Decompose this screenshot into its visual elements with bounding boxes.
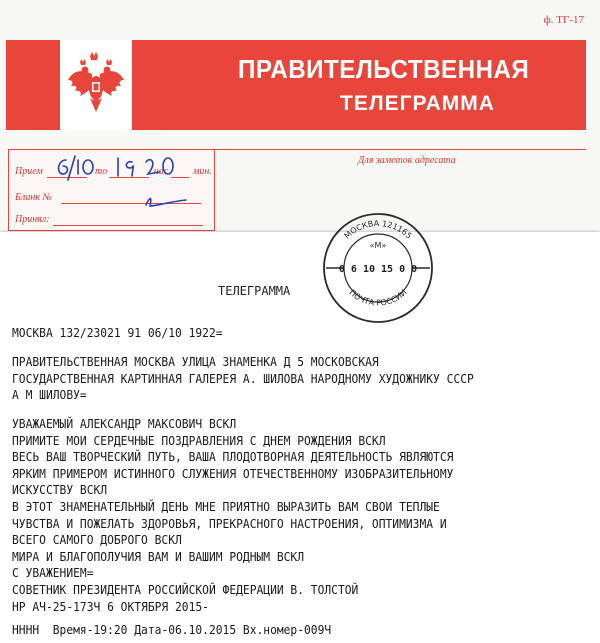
handwritten-marks — [0, 0, 260, 240]
body-line: В ЭТОТ ЗНАМЕНАТЕЛЬНЫЙ ДЕНЬ МНЕ ПРИЯТНО ВЫРАЗИТЬ ВАМ СВОИ ТЕПЛЫЕ — [12, 500, 440, 514]
to-label: то — [95, 166, 108, 177]
form-code: ф. ТГ-17 — [543, 14, 584, 26]
received-label: Прием — [15, 166, 43, 177]
title-telegram: ТЕЛЕГРАММА — [340, 92, 495, 115]
address-line: А М ШИЛОВУ= — [12, 388, 87, 403]
body-line: ЧУВСТВА И ПОЖЕЛАТЬ ЗДОРОВЬЯ, ПРЕКРАСНОГО НАСТРОЕНИЯ, ОПТИМИЗМА И — [12, 516, 447, 531]
notes-label: Для заметок адресата — [358, 155, 456, 166]
origin-line: МОСКВА 132/23021 91 06/10 1922= — [12, 326, 223, 340]
hours-label: час — [154, 166, 169, 177]
accepted-label: Принял: — [15, 214, 50, 225]
title-government: ПРАВИТЕЛЬСТВЕННАЯ — [238, 54, 530, 84]
notes-divider — [213, 149, 586, 150]
body-line: ЯРКИМ ПРИМЕРОМ ИСТИННОГО СЛУЖЕНИЯ ОТЕЧЕСТВЕННОМУ ИЗОБРАЗИТЕЛЬНОМУ — [12, 466, 454, 481]
stamp-badge: «М» — [369, 241, 387, 250]
body-line: ПРИМИТЕ МОИ СЕРДЕЧНЫЕ ПОЗДРАВЛЕНИЯ С ДНЕМ РОЖДЕНИЯ ВСКЛ — [12, 433, 386, 448]
address-line: ПРАВИТЕЛЬСТВЕННАЯ МОСКВА УЛИЦА ЗНАМЕНКА Д 5 МОСКОВСКАЯ — [12, 355, 379, 369]
sheet-heading: ТЕЛЕГРАММА — [218, 284, 291, 298]
minutes-label: мин. — [193, 166, 212, 177]
footer-line: НННН Время-19:20 Дата-06.10.2015 Вх.номер-009Ч — [12, 623, 332, 637]
stamp-bottom-text: ПОЧТА РОССИИ — [347, 287, 409, 308]
body-line: СОВЕТНИК ПРЕЗИДЕНТА РОССИЙСКОЙ ФЕДЕРАЦИИ В. ТОЛСТОЙ — [12, 583, 359, 597]
body-line: МИРА И БЛАГОПОЛУЧИЯ ВАМ И ВАШИМ РОДНЫМ ВСКЛ — [12, 549, 305, 564]
body-line: С УВАЖЕНИЕМ= — [12, 566, 94, 581]
blank-label: Бланк № — [15, 192, 52, 203]
stamp-top-text: МОСКВА 121165 — [342, 218, 414, 241]
postmark-stamp — [318, 208, 438, 328]
body-line: НР АЧ-25-173Ч 6 ОКТЯБРЯ 2015- — [12, 599, 209, 614]
stamp-date: 0 6 10 15 0 0 — [338, 264, 418, 275]
body-line: ВЕСЬ ВАШ ТВОРЧЕСКИЙ ПУТЬ, ВАША ПЛОДОТВОРНАЯ ДЕЯТЕЛЬНОСТЬ ЯВЛЯЮТСЯ — [12, 450, 454, 465]
body-line: ИСКУССТВУ ВСКЛ — [12, 483, 108, 498]
body-line: УВАЖАЕМЫЙ АЛЕКСАНДР МАКСОВИЧ ВСКЛ — [12, 417, 237, 431]
address-line: ГОСУДАРСТВЕННАЯ КАРТИННАЯ ГАЛЕРЕЯ А. ШИЛОВА НАРОДНОМУ ХУДОЖНИКУ СССР — [12, 371, 474, 386]
body-line: ВСЕГО САМОГО ДОБРОГО ВСКЛ — [12, 533, 182, 548]
